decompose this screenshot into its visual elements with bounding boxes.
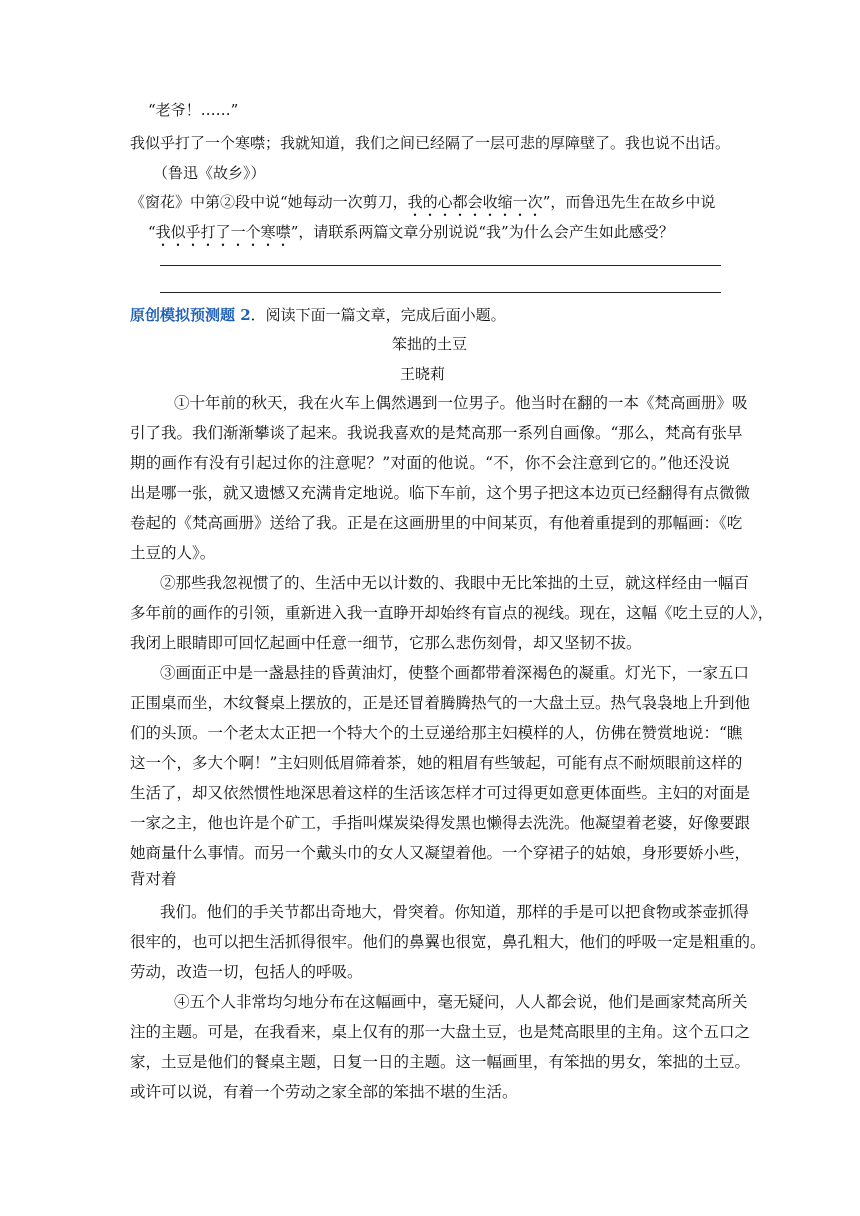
article-line: 生活了，却又依然惯性地深思着这样的生活该怎样才可过得更如意更体面些。主妇的对面是: [130, 784, 751, 802]
article-line: ②那些我忽视惯了的、生活中无以计数的、我眼中无比笨拙的土豆，就这样经由一幅百: [160, 574, 750, 592]
article-line: 劳动，改造一切，包括人的呼吸。: [130, 963, 363, 981]
article-line: 家，土豆是他们的餐桌主题，日复一日的主题。这一幅画里，有笨拙的男女，笨拙的土豆。: [130, 1053, 751, 1071]
article-line: 背对着: [130, 870, 177, 888]
question-line: [130, 192, 715, 220]
excerpt-source: （鲁迅《故乡》）: [153, 164, 266, 182]
article-line: ④五个人非常均匀地分布在这幅画中，毫无疑问，人人都会说，他们是画家梵高所关: [174, 993, 748, 1011]
question-text: ”，请联系两篇文章分别说说“我”为什么会产生如此感受？: [290, 223, 674, 241]
article-author: 王晓莉: [400, 365, 446, 383]
article-title: 笨拙的土豆: [392, 335, 468, 353]
article-line: 出是哪一张，就又遗憾又充满肯定地说。临下车前，这个男子把这本边页已经翻得有点微微: [130, 484, 751, 502]
article-line: 或许可以说，有着一个劳动之家全部的笨拙不堪的生活。: [130, 1083, 518, 1101]
answer-line[interactable]: [160, 265, 721, 266]
section-instruction: ．阅读下面一篇文章，完成后面小题。: [250, 306, 506, 324]
section-heading: [130, 305, 506, 325]
article-line: ①十年前的秋天，我在火车上偶然遇到一位男子。他当时在翻的一本《梵高画册》吸: [174, 394, 748, 412]
question-text: ”，而鲁迅先生在故乡中说: [542, 193, 716, 211]
article-line: 引了我。我们渐渐攀谈了起来。我说我喜欢的是梵高那一系列自画像。“那么，梵高有张早: [130, 424, 743, 442]
article-line: 卷起的《梵高画册》送给了我。正是在这画册里的中间某页，有他着重提到的那幅画：《吃: [130, 514, 743, 532]
question-line: [148, 222, 674, 250]
section-label: 原创模拟预测题 2: [130, 306, 251, 324]
article-line: 一家之主，他也许是个矿工，手指叫煤炭染得发黑也懒得去洗洗。他凝望着老婆，好像要跟: [130, 814, 751, 832]
article-line: 我闭上眼睛即可回忆起画中任意一细节，它那么悲伤刻骨，却又坚韧不拔。: [130, 634, 642, 652]
article-line: 她商量什么事情。而另一个戴头巾的女人又凝望着他。一个穿裙子的姑娘，身形要娇小些，: [130, 844, 751, 862]
article-line: 这一个，多大个啊！”主妇则低眉筛着茶，她的粗眉有些皱起，可能有点不耐烦眼前这样的: [130, 754, 743, 772]
question-text: “: [148, 223, 156, 241]
answer-line[interactable]: [160, 292, 721, 293]
article-line: ③画面正中是一盏悬挂的昏黄油灯，使整个画都带着深褐色的凝重。灯光下，一家五口: [160, 664, 750, 682]
excerpt-line: “老爷！……”: [148, 101, 239, 119]
article-line: 我们。他们的手关节都出奇地大，骨突着。你知道，那样的手是可以把食物或茶壶抓得: [160, 903, 750, 921]
article-line: 正围桌而坐，木纹餐桌上摆放的，正是还冒着腾腾热气的一大盘土豆。热气袅袅地上升到他: [130, 694, 751, 712]
article-line: 期的画作有没有引起过你的注意呢？”对面的他说。“不，你不会注意到它的。”他还没说: [130, 454, 730, 472]
question-text: 《窗花》中第②段中说“她每动一次剪刀，: [130, 193, 408, 211]
article-line: 们的头顶。一个老太太正把一个特大个的土豆递给那主妇模样的人，仿佛在赞赏地说：“瞧: [130, 724, 743, 742]
article-line: 注的主题。可是，在我看来，桌上仅有的那一大盘土豆，也是梵高眼里的主角。这个五口之: [130, 1023, 751, 1041]
article-line: 很牢的，也可以把生活抓得很牢。他们的鼻翼也很宽，鼻孔粗大，他们的呼吸一定是粗重的。: [130, 933, 766, 951]
excerpt-line: 我似乎打了一个寒噤；我就知道，我们之间已经隔了一层可悲的厚障壁了。我也说不出话。: [130, 134, 731, 152]
emphasized-text: 我似乎打了一个寒噤: [155, 223, 291, 241]
article-line: 土豆的人》。: [130, 544, 216, 562]
emphasized-text: 我的心都会收缩一次: [407, 193, 543, 211]
article-line: 多年前的画作的引领，重新进入我一直睁开却始终有盲点的视线。现在，这幅《吃土豆的人》，: [130, 604, 774, 622]
